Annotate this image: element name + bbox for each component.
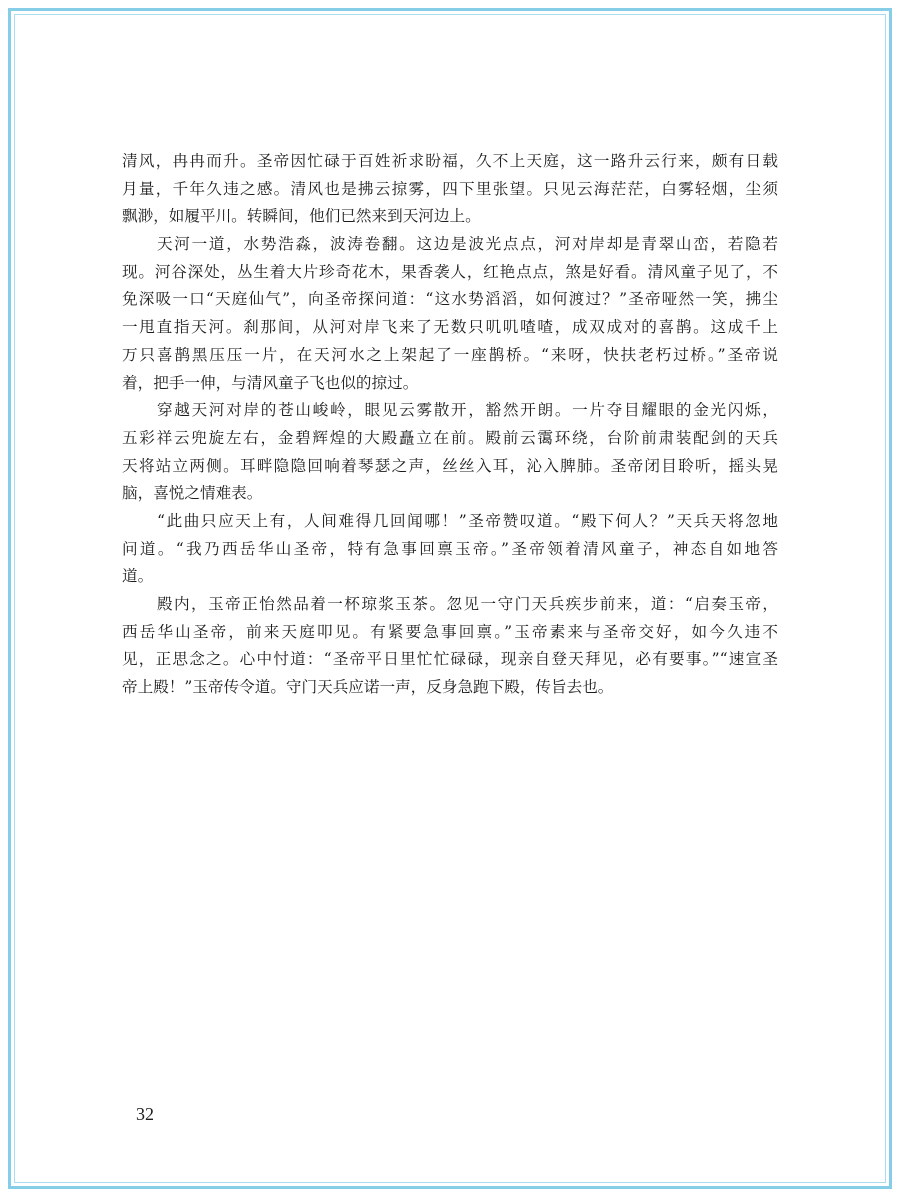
- text-line: 脑，喜悦之情难表。: [122, 484, 263, 503]
- page-number: 32: [136, 1104, 154, 1124]
- text-line: 西岳华山圣帝，前来天庭叩见。有紧要急事回禀。”玉帝素来与圣帝交好，如今久违不: [122, 622, 778, 641]
- text-line: 帝上殿！”玉帝传令道。守门天兵应诺一声，反身急跑下殿，传旨去也。: [122, 678, 614, 697]
- text-line: 穿越天河对岸的苍山峻岭，眼见云雾散开，豁然开朗。一片夺目耀眼的金光闪烁，: [157, 401, 778, 420]
- text-line: 清风，冉冉而升。圣帝因忙碌于百姓祈求盼福，久不上天庭，这一路升云行来，颇有日载: [122, 152, 778, 170]
- paragraph-2: [122, 231, 778, 397]
- text-line: 一甩直指天河。刹那间，从河对岸飞来了无数只叽叽喳喳，成双成对的喜鹊。这成千上: [122, 318, 778, 337]
- text-line: 月量，千年久违之感。清风也是拂云掠雾，四下里张望。只见云海茫茫，白雾轻烟，尘须: [122, 179, 778, 198]
- paragraph-4: [122, 508, 778, 591]
- paragraph-5: [122, 591, 778, 702]
- paragraph-1: [122, 148, 778, 231]
- text-line: 见，正思念之。心中忖道：“圣帝平日里忙忙碌碌，现亲自登天拜见，必有要事。”“速宣圣: [122, 650, 778, 669]
- text-line: 天将站立两侧。耳畔隐隐回响着琴瑟之声，丝丝入耳，沁入脾肺。圣帝闭目聆听，摇头晃: [122, 456, 778, 475]
- paragraph-3: [122, 397, 778, 508]
- text-line: 飘渺，如履平川。转瞬间，他们已然来到天河边上。: [122, 207, 481, 226]
- body-text: [122, 148, 778, 702]
- text-line: 免深吸一口“天庭仙气”，向圣帝探问道：“这水势滔滔，如何渡过？”圣帝哑然一笑，拂尘: [122, 290, 778, 309]
- text-line: 五彩祥云兜旋左右，金碧辉煌的大殿矗立在前。殿前云霭环绕，台阶前肃装配剑的天兵: [122, 428, 778, 447]
- text-line: 万只喜鹊黑压压一片，在天河水之上架起了一座鹊桥。“来呀，快扶老朽过桥。”圣帝说: [122, 345, 778, 364]
- text-line: 问道。“我乃西岳华山圣帝，特有急事回禀玉帝。”圣帝领着清风童子，神态自如地答: [122, 539, 778, 558]
- text-line: 道。: [122, 567, 154, 586]
- text-line: 现。河谷深处，丛生着大片珍奇花木，果香袭人，红艳点点，煞是好看。清风童子见了，不: [122, 262, 778, 281]
- text-line: “此曲只应天上有，人间难得几回闻哪！”圣帝赞叹道。“殿下何人？”天兵天将忽地: [157, 511, 778, 530]
- text-line: 天河一道，水势浩淼，波涛卷翻。这边是波光点点，河对岸却是青翠山峦，若隐若: [157, 235, 778, 254]
- text-line: 着，把手一伸，与清风童子飞也似的掠过。: [122, 373, 419, 392]
- text-line: 殿内，玉帝正怡然品着一杯琼浆玉茶。忽见一守门天兵疾步前来，道：“启奏玉帝，: [157, 595, 778, 613]
